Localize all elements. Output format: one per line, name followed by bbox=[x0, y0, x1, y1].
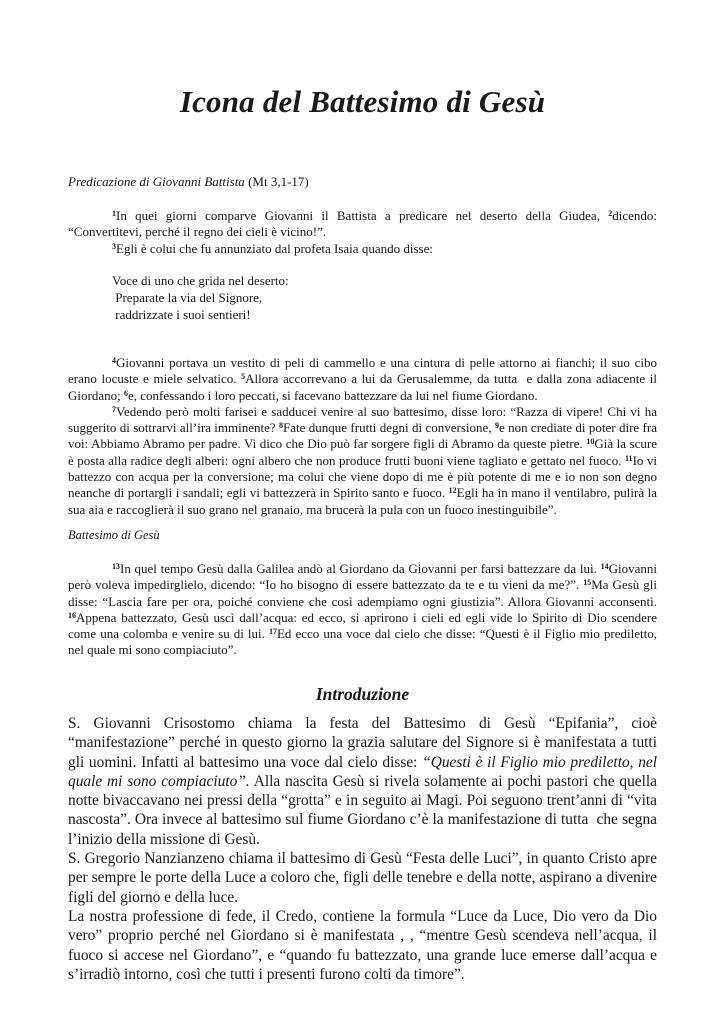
verse-number: 17 bbox=[268, 627, 277, 637]
verse-text: In quel tempo Gesù dalla Galilea andò al Giordano da Giovanni per farsi battezzare da lui. bbox=[120, 561, 601, 576]
scripture-reference: (Mt 3,1-17) bbox=[248, 174, 309, 189]
section-heading-predicazione bbox=[68, 174, 309, 190]
intro-paragraph bbox=[68, 714, 661, 849]
poem-line: Voce di uno che grida nel deserto: bbox=[112, 273, 289, 288]
verse-text: e non crediate di poter dire fra voi: Abbiamo Abramo per padre. Vi dico che Dio può far sorgere figli di Abramo da queste pietre. bbox=[68, 420, 657, 452]
verse-text: Allora accorrevano a lui da Gerusalemme, da tutta e dalla zona adiacente il Giordano; bbox=[68, 371, 661, 403]
passage-intro bbox=[68, 208, 657, 257]
verse-paragraph bbox=[68, 208, 657, 241]
verse-text: Vedendo però molti farisei e sadducei venire al suo battesimo, disse loro: “Razza di vipere! Chi vi ha suggerito di sottrarvi all’ira imminente? bbox=[68, 403, 657, 436]
verse-text: Fate dunque frutti degni di conversione, bbox=[283, 420, 495, 436]
verse-number: 11 bbox=[625, 453, 633, 463]
isaiah-quotation bbox=[112, 273, 289, 323]
page-title: Icona del Battesimo di Gesù bbox=[179, 84, 546, 119]
verse-text: Ma Gesù gli disse: “Lascia fare per ora, poiché conviene che così adempiamo ogni giustizia”. Allora Giovanni acconsentì. bbox=[68, 577, 657, 609]
verse-text: In quei giorni comparve Giovanni il Battista a predicare nel deserto della Giudea, bbox=[116, 208, 609, 223]
verse-text: Già la scure è posta alla radice degli alberi: ogni albero che non produce frutti buoni viene tagliato e gettato nel fuoco. bbox=[68, 436, 658, 468]
verse-paragraph bbox=[68, 241, 657, 257]
verse-number: 2 bbox=[608, 209, 613, 218]
verse-number: 16 bbox=[68, 610, 76, 620]
verse-text: dicendo: “Convertitevi, perché il regno dei cieli è vicino!”. bbox=[68, 208, 657, 240]
intro-paragraph: S. Gregorio Nanzianzeno chiama il battesimo di Gesù “Festa delle Luci”, in quanto Cristo apre per sempre le porte della Luce a coloro che, figli delle tenebre e della notte, aspirano a divenire figli del giorno e della luce. bbox=[68, 850, 657, 906]
verse-number: 8 bbox=[279, 421, 284, 431]
verse-text: Appena battezzato, Gesù uscì dall’acqua: ed ecco, si aprirono i cieli ed egli vide lo Spirito di Dio scendere come una colomba e venire su di lui. bbox=[68, 609, 657, 642]
section-heading-battesimo: Battesimo di Gesù bbox=[68, 528, 160, 542]
intro-paragraph: La nostra professione di fede, il Credo, contiene la formula “Luce da Luce, Dio vero da Dio vero” proprio perché nel Giordano si è manifestata , , “mentre Gesù scendeva nell’acqua, il fuoco si accese nel Giordano”, e “quando fu battezzato, una grande luce emerse dall’acqua e s’irradiò intorno, così che tutti i presenti furono colti da timore”. bbox=[68, 907, 657, 983]
verse-paragraph bbox=[68, 561, 657, 659]
verse-text: Giovanni però voleva impedirglielo, dicendo: “Io ho bisogno di essere battezzato da te e tu vieni da me?”. bbox=[68, 561, 657, 593]
verse-number: 13 bbox=[112, 562, 120, 571]
verse-paragraph bbox=[68, 355, 661, 404]
verse-number: 6 bbox=[123, 388, 128, 398]
introduction-body bbox=[68, 714, 661, 984]
verse-number: 10 bbox=[586, 437, 595, 447]
intro-text: Alla nascita Gesù si rivela solamente ai pochi pastori che quella notte bivaccavano nei pressi della “grotta” e in seguito ai Magi. Poi seguono trent’anni di “vita nascosta”. Ora invece al battesimo sul fiume Giordano c’è la manifestazione di tutta che segna l’inizio della missione di Gesù. bbox=[68, 772, 661, 848]
verse-text: Egli è colui che fu annunziato dal profeta Isaia quando disse: bbox=[116, 240, 433, 256]
verse-number: 1 bbox=[112, 209, 116, 218]
intro-text: S. Giovanni Crisostomo chiama la festa del Battesimo di Gesù “Epifania”, cioè “manifestazione” perché in questo giorno la grazia salutare del Signore si è manifestata a tutti gli uomini. Infatti al battesimo una voce dal cielo disse: bbox=[68, 715, 657, 771]
poem-line: Preparate la via del Signore, bbox=[112, 289, 263, 305]
heading-text: Predicazione di Giovanni Battista bbox=[68, 174, 245, 189]
verse-number: 14 bbox=[600, 562, 609, 571]
verse-number: 15 bbox=[583, 578, 592, 588]
verse-number: 9 bbox=[494, 421, 499, 431]
poem-line: raddrizzate i suoi sentieri! bbox=[112, 306, 251, 322]
verse-number: 12 bbox=[448, 486, 457, 496]
verse-paragraph bbox=[68, 404, 657, 518]
passage-baptism bbox=[68, 561, 657, 659]
verse-number: 3 bbox=[112, 241, 116, 251]
introduction-heading: Introduzione bbox=[315, 684, 410, 704]
verse-text: Ed ecco una voce dal cielo che disse: “Questi è il Figlio mio prediletto, nel quale mi sono compiaciuto”. bbox=[68, 626, 657, 658]
intro-quote: “Questi è il Figlio mio prediletto, nel quale mi sono compiaciuto”. bbox=[68, 753, 657, 790]
verse-number: 5 bbox=[241, 372, 246, 382]
passage-body bbox=[68, 355, 661, 518]
verse-number: 7 bbox=[112, 404, 116, 414]
verse-text: e, confessando i loro peccati, si facevano battezzare da lui nel fiume Giordano. bbox=[127, 387, 538, 403]
verse-text: Giovanni portava un vestito di peli di cammello e una cintura di pelle attorno ai fianchi; il suo cibo erano locuste e miele selvatico. bbox=[68, 355, 657, 387]
verse-number: 4 bbox=[112, 356, 116, 365]
verse-text: Io vi battezzo con acqua per la conversione; ma colui che viene dopo di me è più potente di me e io non son degno neanche di portargli i sandali; egli vi battezzerà in Spirito santo e fuoco. bbox=[68, 452, 658, 501]
verse-text: Egli ha in mano il ventilabro, pulirà la sua aia e raccoglierà il suo grano nel granaio, ma brucerà la pula con un fuoco inestinguibile”. bbox=[68, 485, 657, 517]
